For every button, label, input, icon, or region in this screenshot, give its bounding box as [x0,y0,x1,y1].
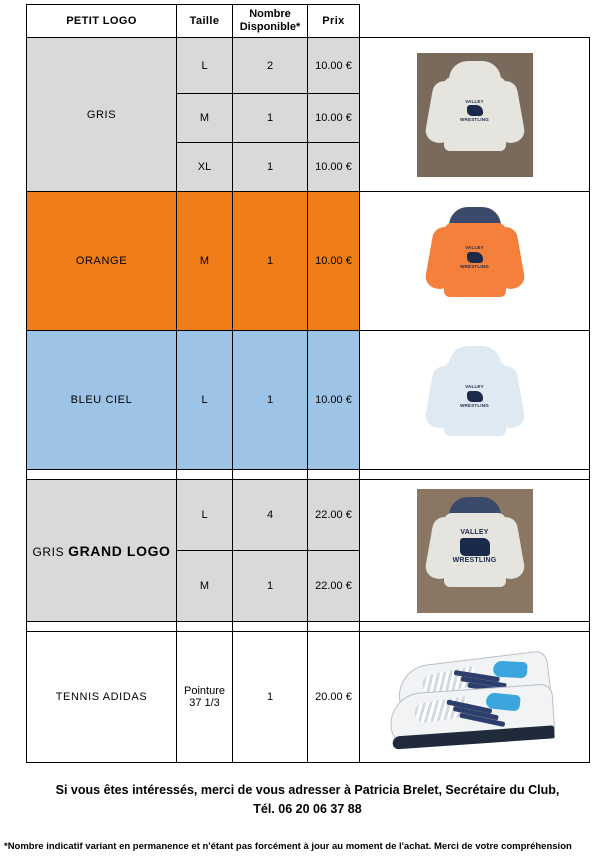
size-cell: M [177,94,233,143]
contact-footer [20,781,595,819]
price-cell: 20.00 € [308,632,360,763]
qty-cell: 1 [233,94,308,143]
wrestler-mark-icon [467,252,483,263]
orange-hoodie-photo [360,192,590,331]
price-cell: 10.00 € [308,331,360,470]
footer-line2: Tél. 06 20 06 37 88 [253,801,362,816]
header-quantity-line1: Nombre [249,8,291,21]
group-label-prefix: GRIS [32,544,69,559]
qty-cell: 1 [233,192,308,331]
table-header-row [27,5,590,38]
qty-cell: 2 [233,38,308,94]
qty-cell: 1 [233,331,308,470]
size-cell: L [177,38,233,94]
header-price: Prix [308,5,360,38]
logo-line2: WRESTLING [460,117,489,123]
logo-line2: WRESTLING [460,402,489,408]
qty-cell: 1 [233,551,308,622]
size-cell: M [177,551,233,622]
table-row [27,192,590,331]
size-cell [177,632,233,763]
price-cell: 10.00 € [308,94,360,143]
size-line1: Pointure [184,685,225,697]
group-label-gris: GRIS [27,38,177,192]
logo-line1: VALLEY [465,98,484,104]
size-cell: XL [177,143,233,192]
header-quantity-line2: Disponible* [239,21,301,33]
group-separator [27,622,590,632]
table-row [27,38,590,94]
footer-line1: Si vous êtes intéressés, merci de vous adresser à Patricia Brelet, Secrétaire du Club, [55,783,560,797]
adidas-sneakers-photo [360,632,590,763]
stock-list-document [0,4,615,858]
header-image-spacer [360,5,590,38]
group-label-orange: ORANGE [27,192,177,331]
wrestler-mark-icon [467,391,483,402]
qty-cell: 1 [233,632,308,763]
grey-hoodie-photo [360,38,590,192]
size-line2: 37 1/3 [189,697,220,709]
table-row [27,632,590,763]
logo-line1: VALLEY [465,245,484,250]
size-cell: L [177,480,233,551]
price-cell: 22.00 € [308,551,360,622]
price-cell: 10.00 € [308,38,360,94]
header-quantity [233,5,308,38]
logo-line2: WRESTLING [452,557,497,565]
table-row [27,480,590,551]
group-label-gris-grand-logo [27,480,177,622]
group-label-tennis-adidas: TENNIS ADIDAS [27,632,177,763]
grey-big-logo-hoodie-photo [360,480,590,622]
group-label-strong: GRAND LOGO [68,542,171,559]
light-blue-hoodie-photo [360,331,590,470]
size-cell: L [177,331,233,470]
header-size: Taille [177,5,233,38]
product-stock-table [26,4,590,763]
size-cell: M [177,192,233,331]
availability-note: *Nombre indicatif variant en permanence et n'étant pas forcément à jour au moment de l'achat. Merci de votre compréhension [4,841,572,852]
price-cell: 10.00 € [308,192,360,331]
logo-line2: WRESTLING [460,263,489,269]
price-cell: 10.00 € [308,143,360,192]
group-separator [27,470,590,480]
logo-line1: VALLEY [465,384,484,389]
group-label-bleu-ciel: BLEU CIEL [27,331,177,470]
qty-cell: 4 [233,480,308,551]
wrestler-mark-icon [467,105,483,116]
header-product: PETIT LOGO [27,5,177,38]
qty-cell: 1 [233,143,308,192]
price-cell: 22.00 € [308,480,360,551]
wrestler-mark-icon [460,538,490,556]
table-row [27,331,590,470]
logo-line1: VALLEY [460,528,489,536]
